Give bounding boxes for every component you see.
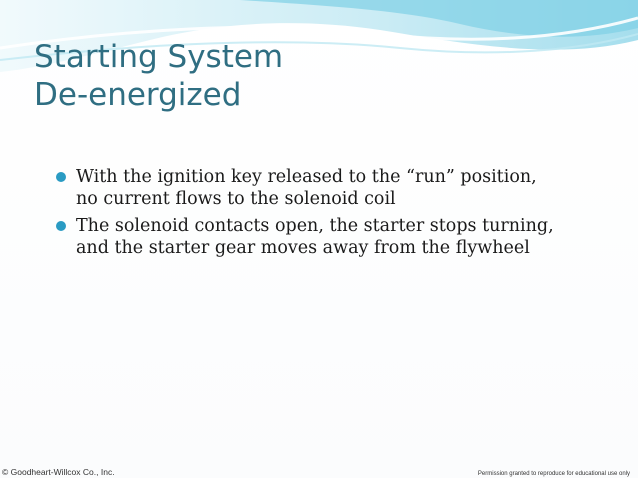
bullet-text-line: no current flows to the solenoid coil [76,189,396,209]
bullet-icon [56,172,66,182]
bullet-item-2 [56,215,616,259]
bullet-text-line: The solenoid contacts open, the starter stops turning, [76,216,554,236]
title-line-2: De-energized [34,77,242,113]
title-line-1: Starting System [34,39,284,75]
slide-title [34,38,594,114]
bullet-item-1 [56,166,616,210]
bullet-icon [56,221,66,231]
footer-copyright: © Goodheart-Willcox Co., Inc. [2,467,115,477]
bullet-text-line: With the ignition key released to the “run” position, [76,167,537,187]
footer-permission: Permission granted to reproduce for educational use only [477,471,630,477]
bullet-text-line: and the starter gear moves away from the flywheel [76,238,530,258]
bullet-list [56,166,616,264]
